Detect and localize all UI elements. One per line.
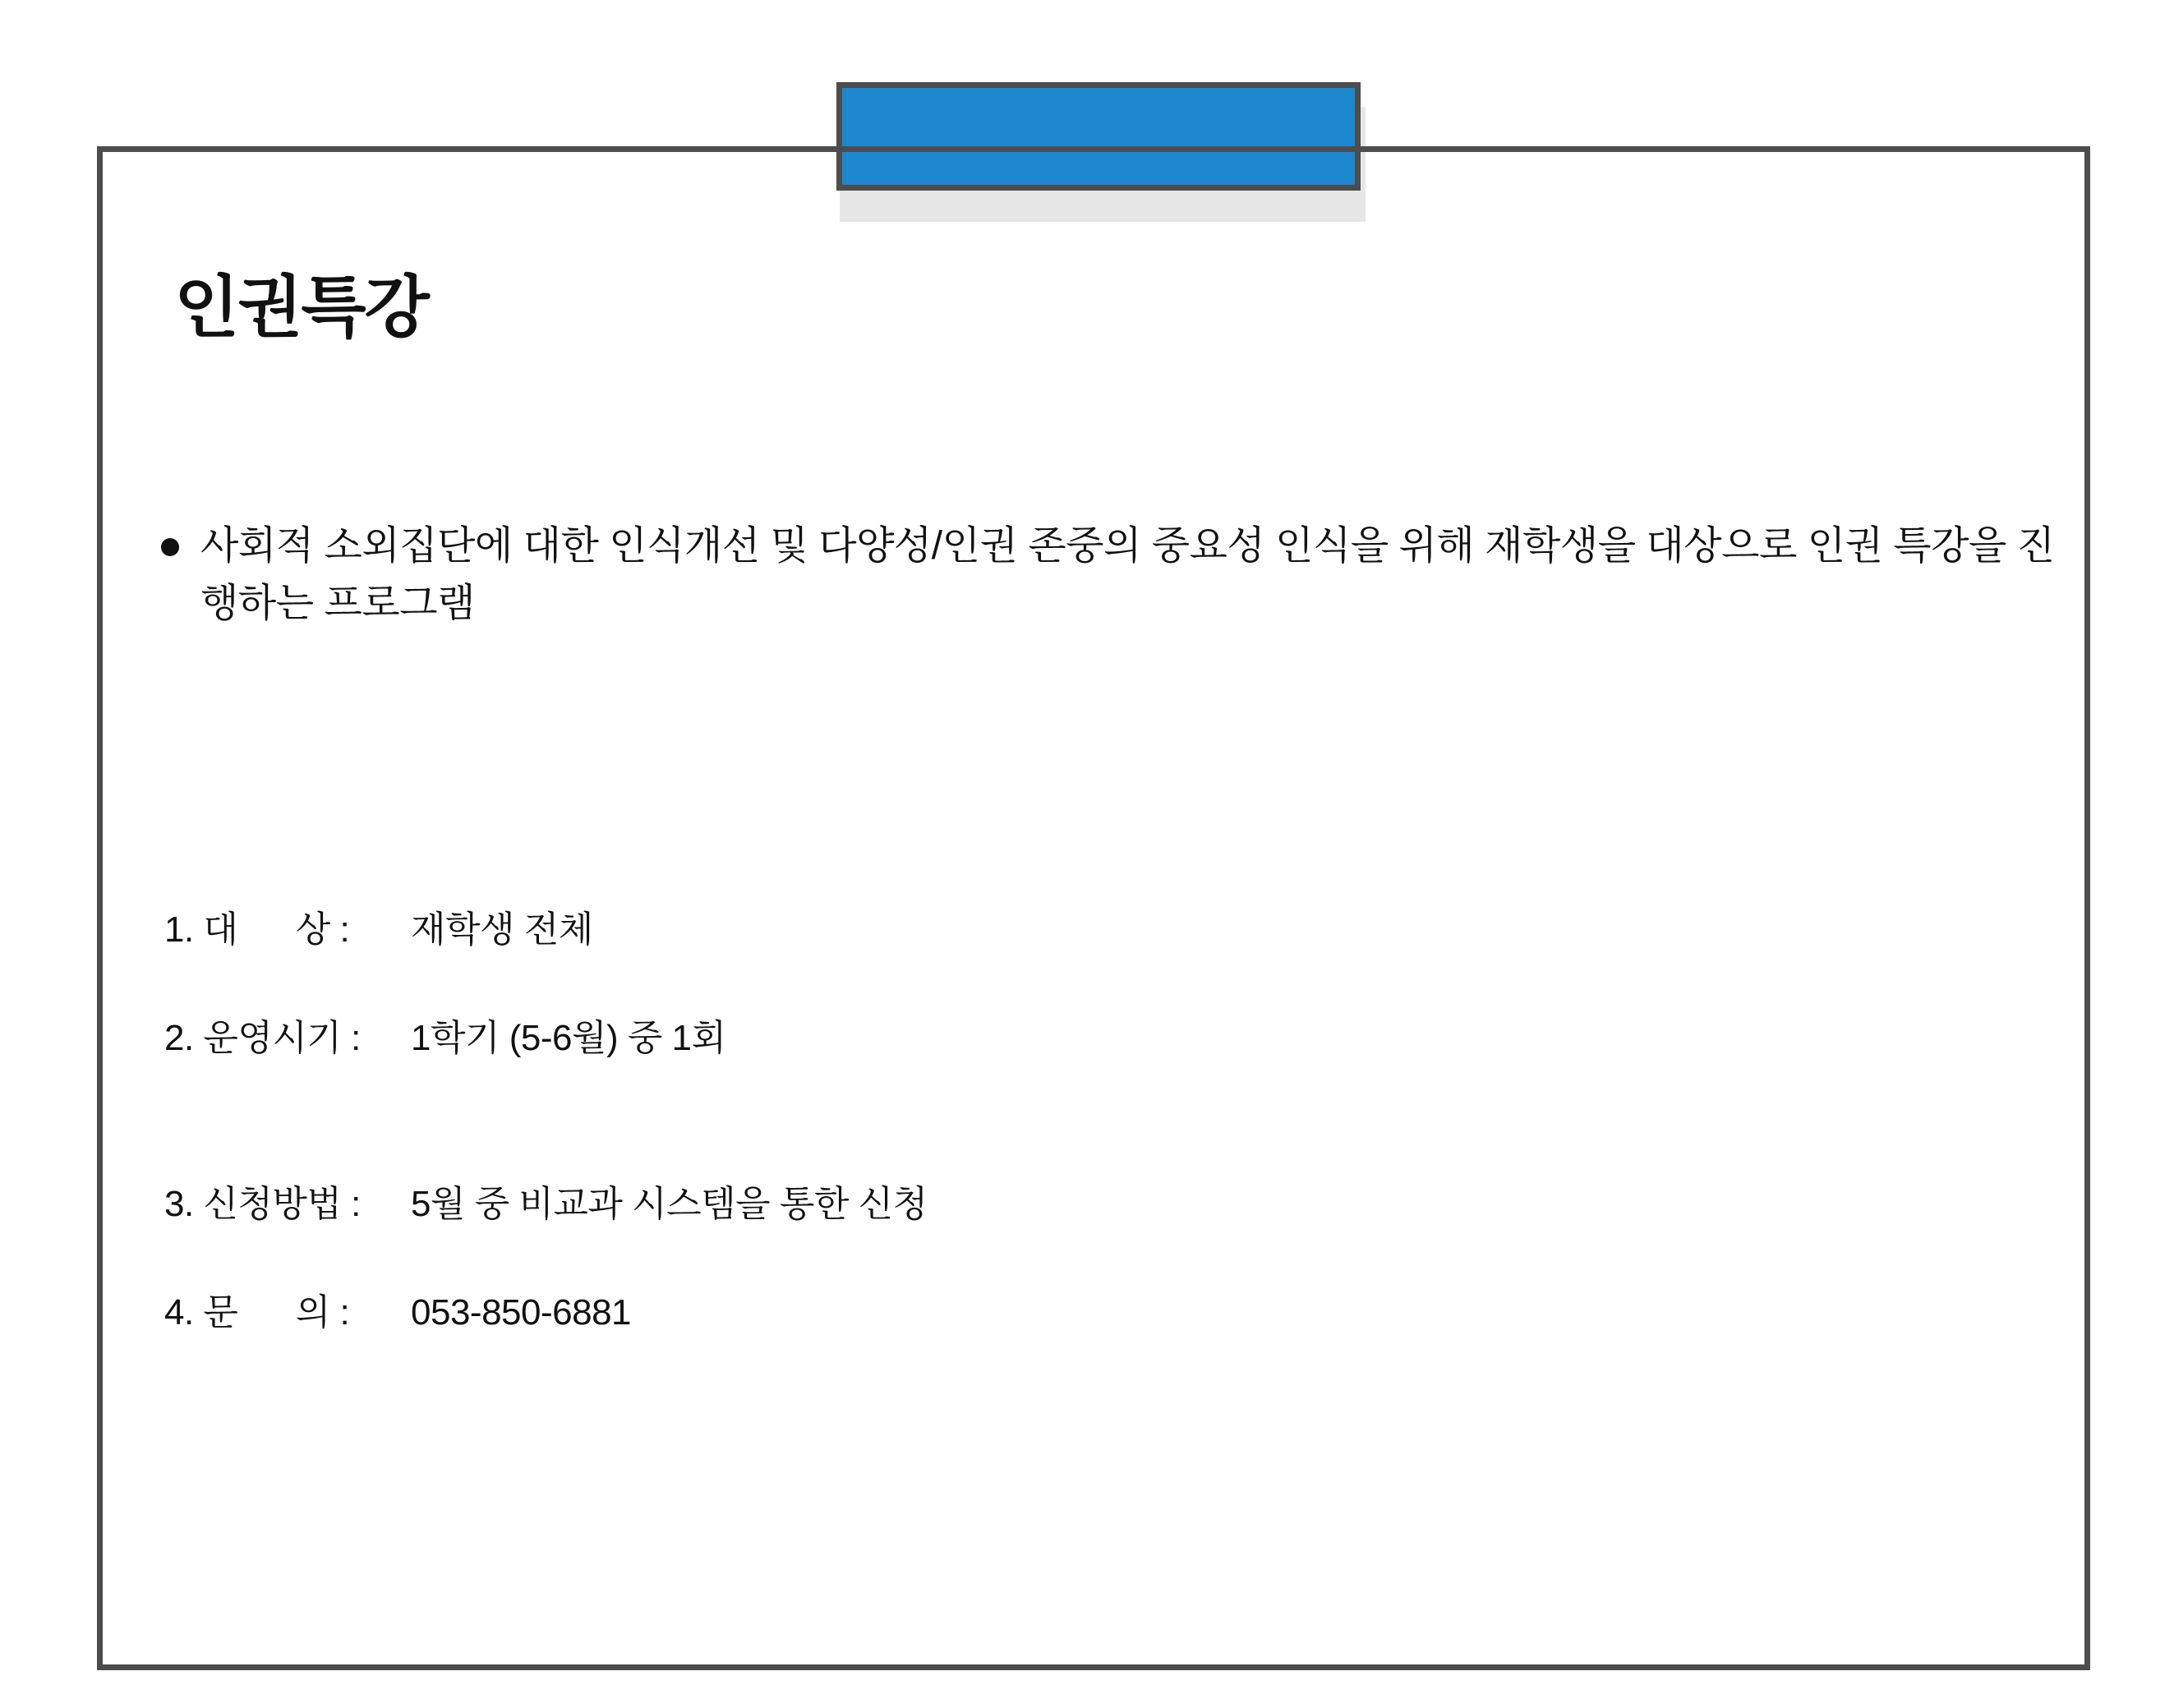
list-item xyxy=(164,900,1972,952)
list-item xyxy=(164,1008,1972,1061)
info-value: 053-850-6881 xyxy=(411,1292,632,1333)
program-description-text: 사회적 소외집단에 대한 인식개선 및 다양성/인권 존중의 중요성 인식을 위해 재학생을 대상으로 인권 특강을 진행하는 프로그램 xyxy=(200,524,2055,625)
info-label: 4. 문 의 : xyxy=(164,1292,350,1333)
info-label: 2. 운영시기 : xyxy=(164,1018,361,1058)
bullet-dot-icon xyxy=(161,538,179,556)
info-label: 1. 대 상 : xyxy=(164,909,350,950)
info-label: 3. 신청방법 : xyxy=(164,1184,361,1224)
info-value: 1학기 (5-6월) 중 1회 xyxy=(411,1018,726,1058)
program-description xyxy=(161,518,2067,632)
info-value: 재학생 전체 xyxy=(411,909,593,950)
page-title: 인권특강 xyxy=(174,270,428,345)
list-item xyxy=(164,1174,1972,1227)
list-item xyxy=(164,1282,1972,1335)
info-value: 5월 중 비교과 시스템을 통한 신청 xyxy=(411,1184,928,1224)
info-list xyxy=(164,900,1972,1335)
